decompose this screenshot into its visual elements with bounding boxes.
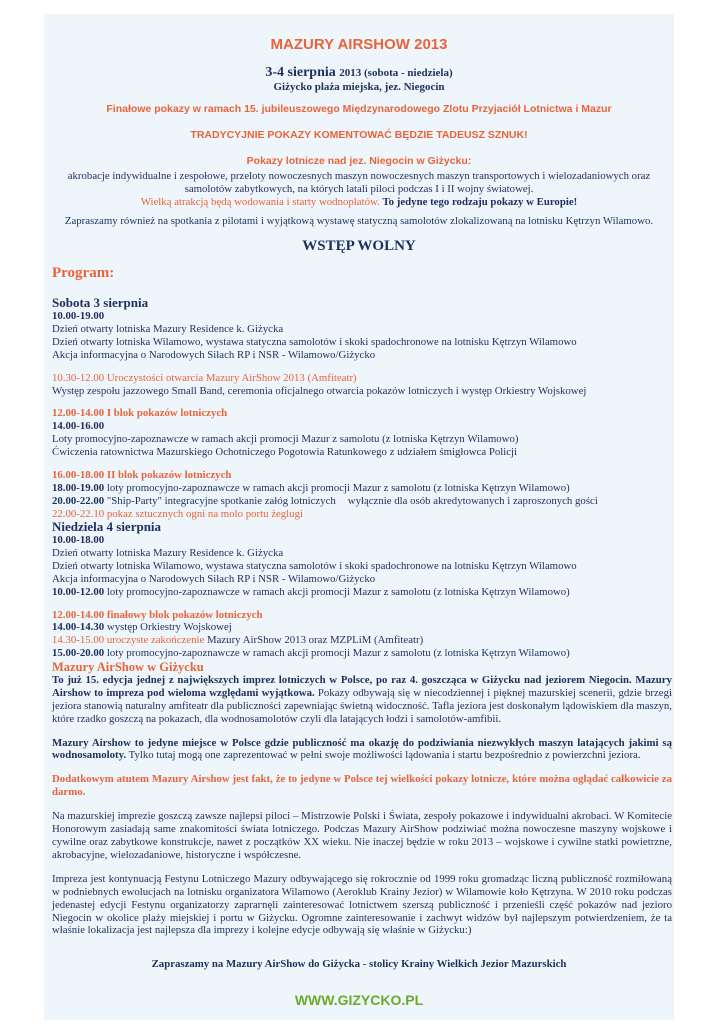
shows-description-line — [44, 196, 674, 209]
schedule-item: Dzień otwarty lotniska Wilamowo, wystawa statyczna samolotów i skoki spadochronowe na lotnisku Kętrzyn Wilamowo — [52, 335, 577, 348]
about-lead: Mazury Airshow to jedyne miejsce w Polsce gdzie publiczność ma okazję do podziwiania niezwykłych maszyn latających jakimi są wodnosamoloty. — [52, 736, 672, 762]
schedule-time: 14.00-14.30 — [52, 621, 105, 634]
schedule-item — [52, 634, 672, 647]
shows-description — [44, 170, 674, 208]
schedule-item — [52, 495, 672, 508]
sunday-title: Niedziela 4 sierpnia — [52, 519, 162, 534]
about-text: Tylko tutaj mogą one zaprezentować w pełni swoje możliwości lądowania i startu bezpośrednio z powierzchni jeziora. — [128, 749, 641, 762]
schedule-time: 10.00-18.00 — [52, 534, 105, 546]
shows-heading: Pokazy lotnicze nad jez. Niegocin w Giżycku: — [246, 155, 472, 167]
schedule-item: Dzień otwarty lotniska Wilamowo, wystawa statyczna samolotów i skoki spadochronowe na lotnisku Kętrzyn Wilamowo — [52, 559, 577, 572]
europe-unique-note: To jedyne tego rodzaju pokazy w Europie! — [382, 195, 578, 208]
website-link[interactable]: WWW.GIZYCKO.PL — [294, 992, 424, 1008]
schedule-text: loty promocyjno-zapoznawcze w ramach akcji promocji Mazur z samolotu (z lotniska Kętrzyn Wilamowo) — [106, 481, 570, 494]
schedule-time: 14.30-15.00 uroczyste zakończenie — [52, 634, 205, 647]
event-dates — [44, 65, 674, 81]
about-paragraph: Na mazurskiej imprezie goszczą zawsze najlepsi piloci – Mistrzowie Polski i Świata, zespoły pokazowe i indywidualni akrobaci. W Komitecie Honorowym zasiadają same znakomitości świata lotniczego. Podczas Mazury AirShow podziwiać można nowoczesne maszyny wojskowe i cywilne oraz zabytkowe konstrukcje, nawet z początków XX wieku. Nie inaczej będzie w roku 2013 – wojskowe i cywilne statki powietrzne, akrobacyjne, wielozadaniowe, historyczne i współczesne. — [52, 810, 672, 861]
schedule-item: Akcja informacyjna o Narodowych Siłach RP i NSR - Wilamowo/Giżycko — [52, 348, 376, 361]
document-page — [44, 14, 674, 1020]
schedule-block: 12.00-14.00 I blok pokazów lotniczych — [52, 407, 228, 420]
event-place: Giżycko plaża miejska, jez. Niegocin — [273, 81, 445, 93]
event-dates-detail: 2013 (sobota - niedziela) — [339, 67, 453, 79]
schedule-item — [52, 621, 672, 634]
schedule-item: Ćwiczenia ratownictwa Mazurskiego Ochotniczego Pogotowia Ratunkowego z udziałem śmigłowca Policji — [52, 446, 518, 459]
saturday-title: Sobota 3 sierpnia — [52, 295, 149, 310]
schedule-time: 10.30-12.00 Uroczystości otwarcia Mazury AirShow 2013 (Amfiteatr) — [52, 371, 357, 384]
schedule-time: 20.00-22.00 — [52, 494, 105, 507]
about-paragraph — [52, 737, 672, 763]
schedule-text: "Ship-Party" integracyjne spotkanie załóg lotniczych — [106, 494, 336, 507]
schedule-item: Występ zespołu jazzowego Small Band, ceremonia oficjalnego otwarcia pokazów lotniczych i występ Orkiestry Wojskowej — [52, 384, 587, 397]
about-heading: Mazury AirShow w Giżycku — [52, 660, 204, 674]
schedule-item: Dzień otwarty lotniska Mazury Residence k. Giżycka — [52, 546, 284, 559]
schedule-item: Akcja informacyjna o Narodowych Siłach RP i NSR - Wilamowo/Giżycko — [52, 572, 376, 585]
schedule-text: loty promocyjno-zapoznawcze w ramach akcji promocji Mazur z samolotu (z lotniska Kętrzyn Wilamowo) — [106, 647, 570, 660]
program-heading: Program: — [52, 265, 115, 281]
about-section — [52, 661, 672, 937]
sunday-schedule — [52, 519, 672, 660]
about-paragraph: Impreza jest kontynuacją Festynu Lotniczego Mazury odbywającego się rokrocznie od 1999 roku gromadząc liczną publiczność rozmiłowaną w podniebnych ewolucjach na lotnisku organizatora Wilamowo (Aeroklub Krainy Jezior) w Wilamowie koło Kętrzyna. W 2010 roku podczas jedenastej edycji Festynu organizatorzy zaprагnęli zainteresować lotnictwem szerszą publiczność i przenieśli część pokazów nad jezioro Niegocin w okolice plaży miejskiej i portu w Giżycku. Ogromne zainteresowanie i zachwyt widzów był najlepszym potwierdzeniem, że ta właśnie lokalizacja jest najlepsza dla imprezy i kolejne edycje odbywają się właśnie w Giżycku:) — [52, 872, 672, 937]
saturday-schedule — [52, 295, 672, 521]
schedule-time: 18.00-19.00 — [52, 481, 105, 494]
static-display-invite: Zapraszamy również na spotkania z pilotami i wyjątkową wystawę statyczną samolotów zlokalizowaną na lotnisku Kętrzyn Wilamowo. — [64, 215, 654, 227]
shows-description-line: samolotów zabytkowych, na których latali piloci podczas I i II wojny światowej. — [184, 182, 534, 195]
schedule-time: 15.00-20.00 — [52, 647, 105, 660]
schedule-text: występ Orkiestry Wojskowej — [106, 621, 232, 634]
schedule-item — [52, 586, 672, 599]
footer-invite: Zapraszamy na Mazury AirShow do Giżycka - stolicy Krainy Wielkich Jezior Mazurskich — [151, 958, 567, 970]
about-text: Pokazy odbywają się w niecodziennej i pięknej mazurskiej scenerii, gdzie brzegi jeziora stanowią naturalny amfiteatr dla publiczności zapewniając świetną widoczność. Tafla jeziora jest doskonałym lądowiskiem dla maszyn, które rzadko goszczą na pokazach, dla wodnosamolotów czyli dla latających łodzi i samolotów-amfibii. — [52, 686, 672, 725]
page-title: MAZURY AIRSHOW 2013 — [270, 36, 448, 53]
free-entry-banner: WSTĘP WOLNY — [302, 238, 416, 254]
free-shows-note: Dodatkowym atutem Mazury Airshow jest fakt, że to jedyne w Polsce tej wielkości pokazy lotnicze, które można oglądać całkowicie za darmo. — [52, 773, 672, 799]
about-lead: To już 15. edycja jednej z największych imprez lotniczych w Polsce, po raz 4. goszcząca w Giżycku nad jeziorem Niegocin. Mazury Airshow to impreza pod wieloma względami wyjątkowa. — [52, 673, 672, 699]
schedule-block: 12.00-14.00 finałowy blok pokazów lotniczych — [52, 608, 263, 621]
schedule-text: wyłącznie dla osób akredytowanych i zaproszonych gości — [347, 494, 598, 507]
schedule-time: 14.00-16.00 — [52, 420, 105, 433]
schedule-text: Mazury AirShow 2013 oraz MZPLiM (Amfiteatr) — [207, 634, 424, 647]
schedule-block: 16.00-18.00 II blok pokazów lotniczych — [52, 469, 232, 482]
seaplane-highlight: Wielką atrakcją będą wodowania i starty wodnopłatów. — [140, 195, 380, 208]
schedule-item: Dzień otwarty lotniska Mazury Residence k. Giżycka — [52, 322, 284, 335]
event-dates-main: 3-4 sierpnia — [265, 65, 336, 80]
finale-note: Finałowe pokazy w ramach 15. jubileuszowego Międzynarodowego Zlotu Przyjaciół Lotnictwa i Mazur — [106, 103, 612, 115]
schedule-item: Loty promocyjno-zapoznawcze w ramach akcji promocji Mazur z samolotu (z lotniska Kętrzyn Wilamowo) — [52, 433, 519, 446]
schedule-item — [52, 647, 672, 660]
about-paragraph — [52, 674, 672, 726]
schedule-time: 10.00-12.00 — [52, 585, 105, 598]
shows-description-line: akrobacje indywidualne i zespołowe, przeloty nowoczesnych maszyn nowoczesnych maszyn transportowych i wielozadaniowych oraz — [67, 170, 651, 182]
schedule-text: loty promocyjno-zapoznawcze w ramach akcji promocji Mazur z samolotu (z lotniska Kętrzyn Wilamowo) — [106, 585, 570, 598]
fireworks-item: 22.00-22.10 pokaz sztucznych ogni na molo portu żeglugi — [52, 507, 303, 520]
schedule-time: 10.00-19.00 — [52, 310, 105, 322]
commentator-note: TRADYCYJNIE POKAZY KOMENTOWAĆ BĘDZIE TADEUSZ SZNUK! — [190, 129, 528, 141]
schedule-item — [52, 482, 672, 495]
